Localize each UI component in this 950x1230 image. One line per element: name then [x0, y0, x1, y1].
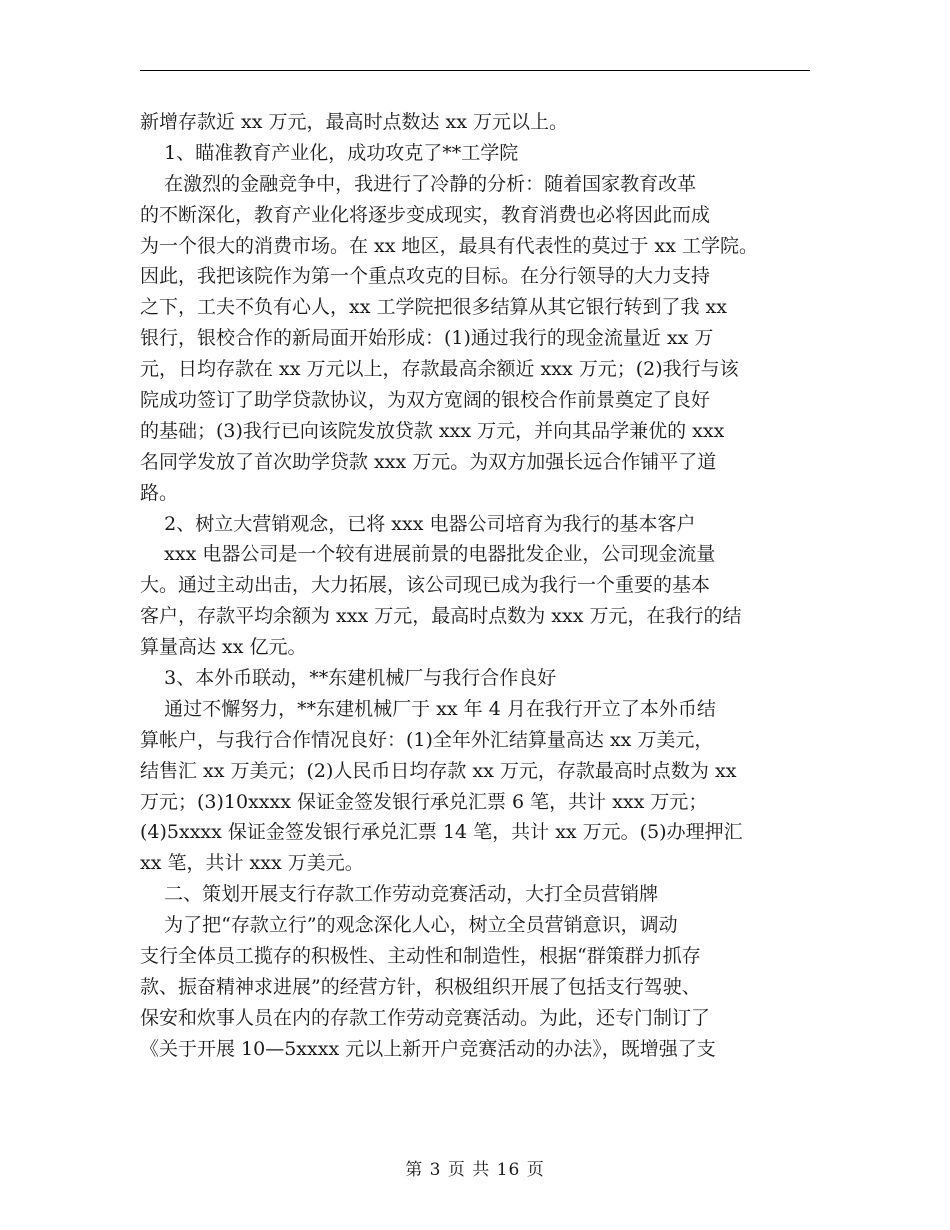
text-line: 院成功签订了助学贷款协议，为双方宽阔的银校合作前景奠定了良好	[140, 389, 711, 412]
text-line: 算量高达 xx 亿元。	[140, 636, 307, 659]
text-line: 款、振奋精神求进展”的经营方针，积极组织开展了包括支行驾驶、	[140, 975, 701, 998]
text-line: 的不断深化，教育产业化将逐步变成现实，教育消费也必将因此而成	[140, 203, 711, 226]
text-line: 客户，存款平均余额为 xxx 万元，最高时点数为 xxx 万元，在我行的结	[140, 605, 742, 628]
text-line: 大。通过主动出击，大力拓展，该公司现已成为我行一个重要的基本	[140, 574, 711, 597]
text-line: 万元；(3)10xxxx 保证金签发银行承兑汇票 6 笔，共计 xxx 万元；	[140, 790, 708, 813]
text-line: xxx 电器公司是一个较有进展前景的电器批发企业，公司现金流量	[140, 543, 716, 566]
text-line: 银行，银校合作的新局面开始形成：(1)通过我行的现金流量近 xx 万	[140, 327, 714, 350]
text-line: 结售汇 xx 万美元；(2)人民币日均存款 xx 万元，存款最高时点数为 xx	[140, 759, 737, 782]
text-line: 3、本外币联动，**东建机械厂与我行合作良好	[140, 667, 557, 690]
text-line: 算帐户，与我行合作情况良好：(1)全年外汇结算量高达 xx 万美元，	[140, 728, 714, 751]
text-line: 名同学发放了首次助学贷款 xxx 万元。为双方加强长远合作铺平了道	[140, 450, 717, 473]
text-line: 为一个很大的消费市场。在 xx 地区，最具有代表性的莫过于 xx 工学院。	[140, 234, 759, 257]
page-footer: 第 3 页 共 16 页	[405, 1160, 545, 1180]
text-line: 《关于开展 10—5xxxx 元以上新开户竞赛活动的办法》，既增强了支	[140, 1037, 716, 1060]
text-line: xx 笔，共计 xxx 万美元。	[140, 852, 364, 875]
text-line: 新增存款近 xx 万元，最高时点数达 xx 万元以上。	[140, 111, 569, 133]
text-line: 在激烈的金融竞争中，我进行了冷静的分析：随着国家教育改革	[140, 172, 697, 195]
document-body	[140, 107, 830, 1065]
text-line: 路。	[140, 481, 179, 504]
text-line: 2、树立大营销观念，已将 xxx 电器公司培育为我行的基本客户	[140, 512, 696, 535]
text-line: 为了把“存款立行”的观念深化人心，树立全员营销意识，调动	[140, 914, 678, 937]
text-line: 通过不懈努力，**东建机械厂于 xx 年 4 月在我行开立了本外币结	[140, 697, 716, 720]
text-line: 之下，工夫不负有心人，xx 工学院把很多结算从其它银行转到了我 xx	[140, 296, 727, 319]
text-line: 支行全体员工揽存的积极性、主动性和制造性，根据“群策群力抓存	[140, 945, 701, 968]
text-line: 元，日均存款在 xx 万元以上，存款最高余额近 xxx 万元；(2)我行与该	[140, 358, 739, 381]
text-line: 的基础；(3)我行已向该院发放贷款 xxx 万元，并向其品学兼优的 xxx	[140, 419, 725, 442]
text-line: 二、策划开展支行存款工作劳动竞赛活动，大打全员营销牌	[140, 883, 659, 906]
text-line: 保安和炊事人员在内的存款工作劳动竞赛活动。为此，还专门制订了	[140, 1006, 711, 1029]
text-line: 1、瞄准教育产业化，成功攻克了**工学院	[140, 141, 519, 164]
header-rule	[140, 70, 810, 71]
text-line: 因此，我把该院作为第一个重点攻克的目标。在分行领导的大力支持	[140, 265, 711, 288]
text-line: (4)5xxxx 保证金签发银行承兑汇票 14 笔，共计 xx 万元。(5)办理押汇	[140, 821, 743, 844]
